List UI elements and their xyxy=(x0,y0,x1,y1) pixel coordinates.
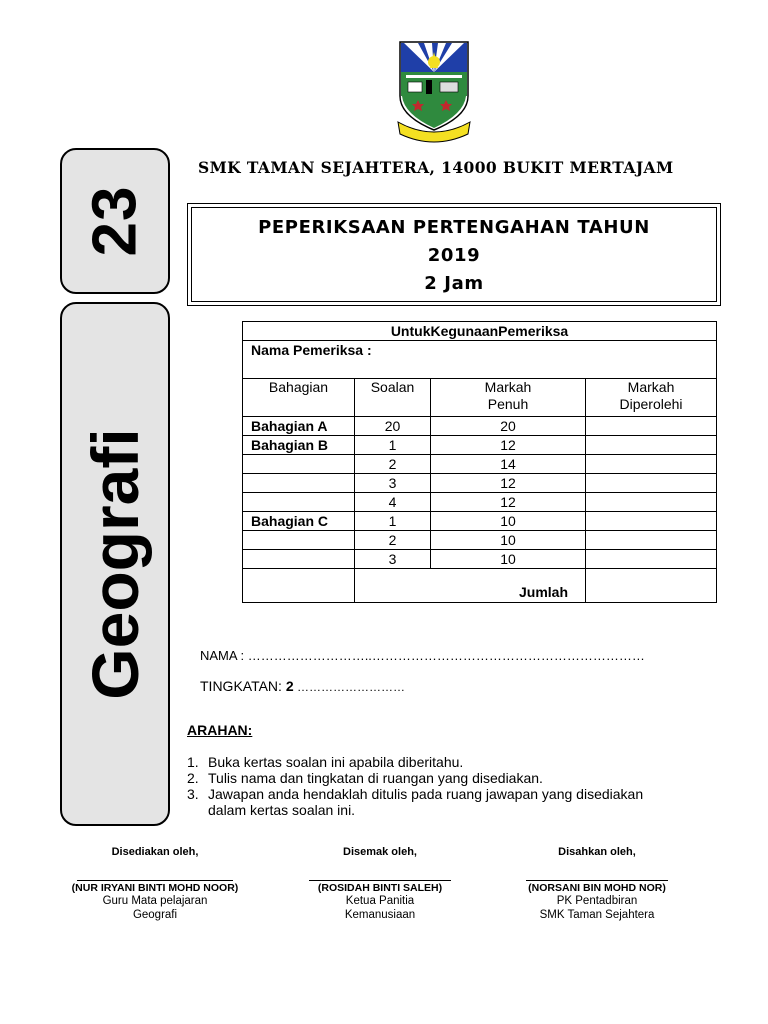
row-bahagian xyxy=(243,531,355,550)
subject-name: Geografi xyxy=(78,428,152,700)
table-title: UntukKegunaanPemeriksa xyxy=(243,322,717,341)
signature-subject: Geografi xyxy=(132,909,178,921)
total-label: Jumlah xyxy=(355,569,586,603)
signature-name: (ROSIDAH BINTI SALEH) xyxy=(317,882,443,894)
header-markah-diperolehi: Markah Diperolehi xyxy=(586,379,717,417)
row-markah-penuh: 10 xyxy=(431,512,586,531)
item-number: 3. xyxy=(187,786,199,802)
row-bahagian xyxy=(243,474,355,493)
row-soalan: 20 xyxy=(355,417,431,436)
school-name: SMK TAMAN SEJAHTERA, 14000 BUKIT MERTAJAM xyxy=(198,158,674,177)
name-field[interactable] xyxy=(200,648,645,663)
instructions-list xyxy=(187,754,727,818)
row-markah-penuh: 14 xyxy=(431,455,586,474)
item-text: Buka kertas soalan ini apabila diberitahu. xyxy=(208,754,464,770)
header-soalan: Soalan xyxy=(355,379,431,417)
signature-approved-by xyxy=(497,846,697,922)
name-label: NAMA : xyxy=(200,648,248,663)
row-soalan: 1 xyxy=(355,436,431,455)
row-markah-penuh: 20 xyxy=(431,417,586,436)
header-bahagian: Bahagian xyxy=(243,379,355,417)
signature-label: Disediakan oleh, xyxy=(111,846,199,858)
total-row xyxy=(243,569,717,603)
form-field[interactable] xyxy=(200,678,405,694)
item-number: 1. xyxy=(187,754,199,770)
row-markah-penuh: 10 xyxy=(431,531,586,550)
table-title-row xyxy=(243,322,717,341)
list-item xyxy=(187,770,727,786)
subject-tab xyxy=(60,302,170,826)
row-soalan: 3 xyxy=(355,474,431,493)
item-number: 2. xyxy=(187,770,199,786)
row-markah-penuh: 12 xyxy=(431,493,586,512)
table-header-row xyxy=(243,379,717,417)
signature-line xyxy=(309,880,451,881)
row-bahagian: Bahagian A xyxy=(243,417,355,436)
paper-number: 23 xyxy=(80,185,150,257)
signature-line xyxy=(77,880,233,881)
table-row xyxy=(243,531,717,550)
name-dots: ………………………..……………………………………………………… xyxy=(247,648,645,663)
row-bahagian: Bahagian C xyxy=(243,512,355,531)
signature-line xyxy=(526,880,668,881)
form-dots: ……………………… xyxy=(293,680,405,694)
row-markah-penuh: 12 xyxy=(431,474,586,493)
signature-label: Disemak oleh, xyxy=(343,846,417,858)
exam-title: PEPERIKSAAN PERTENGAHAN TAHUN xyxy=(258,217,650,238)
row-soalan: 4 xyxy=(355,493,431,512)
row-markah-diperolehi[interactable] xyxy=(586,550,717,569)
examiner-row xyxy=(243,341,717,379)
table-row xyxy=(243,512,717,531)
row-soalan: 2 xyxy=(355,531,431,550)
signature-subject: Kemanusiaan xyxy=(344,909,416,921)
row-bahagian xyxy=(243,493,355,512)
table-row xyxy=(243,436,717,455)
school-crest-logo xyxy=(394,38,474,148)
row-markah-diperolehi[interactable] xyxy=(586,417,717,436)
table-row xyxy=(243,417,717,436)
signature-role: PK Pentadbiran xyxy=(556,895,638,907)
signature-role: Ketua Panitia xyxy=(345,895,415,907)
row-markah-diperolehi[interactable] xyxy=(586,436,717,455)
examiner-marks-table xyxy=(242,321,717,603)
row-markah-diperolehi[interactable] xyxy=(586,531,717,550)
exam-title-box xyxy=(187,203,721,306)
row-soalan: 2 xyxy=(355,455,431,474)
signature-prepared-by xyxy=(55,846,255,922)
row-bahagian: Bahagian B xyxy=(243,436,355,455)
header-markah-penuh: Markah Penuh xyxy=(431,379,586,417)
form-value: 2 xyxy=(285,678,294,694)
paper-number-tab xyxy=(60,148,170,294)
signature-role: Guru Mata pelajaran xyxy=(102,895,208,907)
exam-duration: 2 Jam xyxy=(424,273,484,294)
signature-subject: SMK Taman Sejahtera xyxy=(539,909,655,921)
table-row xyxy=(243,455,717,474)
table-row xyxy=(243,474,717,493)
list-item xyxy=(187,786,727,818)
row-markah-diperolehi[interactable] xyxy=(586,474,717,493)
row-soalan: 3 xyxy=(355,550,431,569)
total-empty-cell xyxy=(243,569,355,603)
row-markah-diperolehi[interactable] xyxy=(586,455,717,474)
item-text: Tulis nama dan tingkatan di ruangan yang disediakan. xyxy=(208,770,543,786)
signature-label: Disahkan oleh, xyxy=(558,846,636,858)
total-marks-cell[interactable] xyxy=(586,569,717,603)
exam-year: 2019 xyxy=(427,245,481,266)
row-markah-diperolehi[interactable] xyxy=(586,512,717,531)
signature-name: (NORSANI BIN MOHD NOR) xyxy=(528,882,666,894)
instructions-heading: ARAHAN: xyxy=(187,722,253,738)
form-label: TINGKATAN: xyxy=(200,678,286,694)
row-markah-penuh: 12 xyxy=(431,436,586,455)
row-markah-diperolehi[interactable] xyxy=(586,493,717,512)
signature-name: (NUR IRYANI BINTI MOHD NOOR) xyxy=(71,882,239,894)
row-soalan: 1 xyxy=(355,512,431,531)
row-markah-penuh: 10 xyxy=(431,550,586,569)
row-bahagian xyxy=(243,550,355,569)
item-text: Jawapan anda hendaklah ditulis pada ruang jawapan yang disediakan dalam kertas soalan ini. xyxy=(208,786,644,818)
list-item xyxy=(187,754,727,770)
table-row xyxy=(243,493,717,512)
table-row xyxy=(243,550,717,569)
examiner-name-label: Nama Pemeriksa : xyxy=(243,341,717,379)
row-bahagian xyxy=(243,455,355,474)
signature-checked-by xyxy=(280,846,480,922)
